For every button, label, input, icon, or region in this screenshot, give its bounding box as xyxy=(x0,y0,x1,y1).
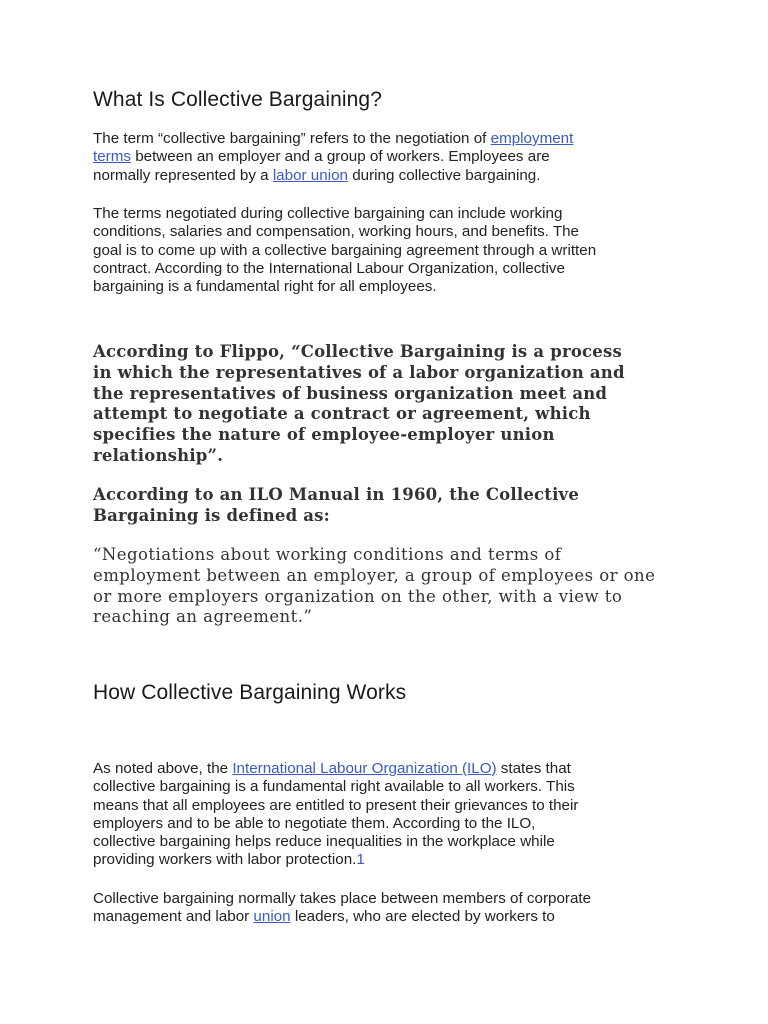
ilo-line: collective bargaining is a fundamental right available to all workers. This xyxy=(93,778,575,796)
ilo-line-1: As noted above, the International Labour Organization (ILO) states that xyxy=(93,760,571,777)
bargaining-line: Collective bargaining normally takes place between members of corporate xyxy=(93,890,592,907)
footnote-ref[interactable]: 1 xyxy=(356,851,365,869)
flippo-definition xyxy=(93,342,693,467)
employment-terms-link-cont[interactable]: terms xyxy=(93,148,131,166)
intro-line-3: normally represented by a labor union during collective bargaining. xyxy=(93,166,541,184)
ilo-quote xyxy=(93,545,693,628)
terms-line: conditions, salaries and compensation, working hours, and benefits. The xyxy=(93,223,580,241)
ilo-line: collective bargaining helps reduce inequalities in the workplace while xyxy=(93,833,555,851)
ilo-link[interactable]: International Labour Organization (ILO) xyxy=(232,760,497,777)
ilo-quote-line: “Negotiations about working conditions and terms of xyxy=(93,545,562,564)
ilo-heading-line: Bargaining is defined as: xyxy=(93,505,330,525)
ilo-quote-line: reaching an agreement.” xyxy=(93,607,313,627)
terms-line: The terms negotiated during collective bargaining can include working xyxy=(93,205,563,222)
intro-paragraph xyxy=(93,130,693,185)
ilo-line-6: providing workers with labor protection.1 xyxy=(93,851,365,869)
ilo-paragraph xyxy=(93,760,693,870)
union-link[interactable]: union xyxy=(253,908,291,926)
ilo-line: employers and to be able to negotiate them. According to the ILO, xyxy=(93,814,536,832)
flippo-line: relationship”. xyxy=(93,445,224,465)
terms-line: goal is to come up with a collective bargaining agreement through a written xyxy=(93,241,597,259)
intro-line-1: The term “collective bargaining” refers to the negotiation of employment xyxy=(93,130,574,147)
flippo-line: specifies the nature of employee-employer union xyxy=(93,425,555,445)
bargaining-line-2: management and labor union leaders, who are elected by workers to xyxy=(93,908,555,926)
ilo-quote-line: or more employers organization on the other, with a view to xyxy=(93,586,623,606)
flippo-line: According to Flippo, “Collective Bargaining is a process xyxy=(93,342,622,361)
labor-union-link[interactable]: labor union xyxy=(272,166,348,184)
terms-paragraph xyxy=(93,205,693,296)
intro-line-2: terms between an employer and a group of workers. Employees are xyxy=(93,148,550,166)
flippo-line: the representatives of business organization meet and xyxy=(93,383,608,403)
ilo-manual-heading xyxy=(93,485,693,527)
section-heading-how-works: How Collective Bargaining Works xyxy=(93,681,407,704)
flippo-line: attempt to negotiate a contract or agreement, which xyxy=(93,404,591,424)
ilo-line: means that all employees are entitled to present their grievances to their xyxy=(93,796,579,814)
flippo-line: in which the representatives of a labor organization and xyxy=(93,362,625,382)
ilo-quote-line: employment between an employer, a group of employees or one xyxy=(93,565,656,585)
ilo-heading-line: According to an ILO Manual in 1960, the Collective xyxy=(93,485,580,504)
section-heading-what-is: What Is Collective Bargaining? xyxy=(93,88,382,111)
employment-terms-link[interactable]: employment xyxy=(490,130,574,147)
terms-line: bargaining is a fundamental right for all employees. xyxy=(93,278,437,296)
bargaining-paragraph xyxy=(93,890,693,927)
terms-line: contract. According to the International Labour Organization, collective xyxy=(93,259,565,277)
